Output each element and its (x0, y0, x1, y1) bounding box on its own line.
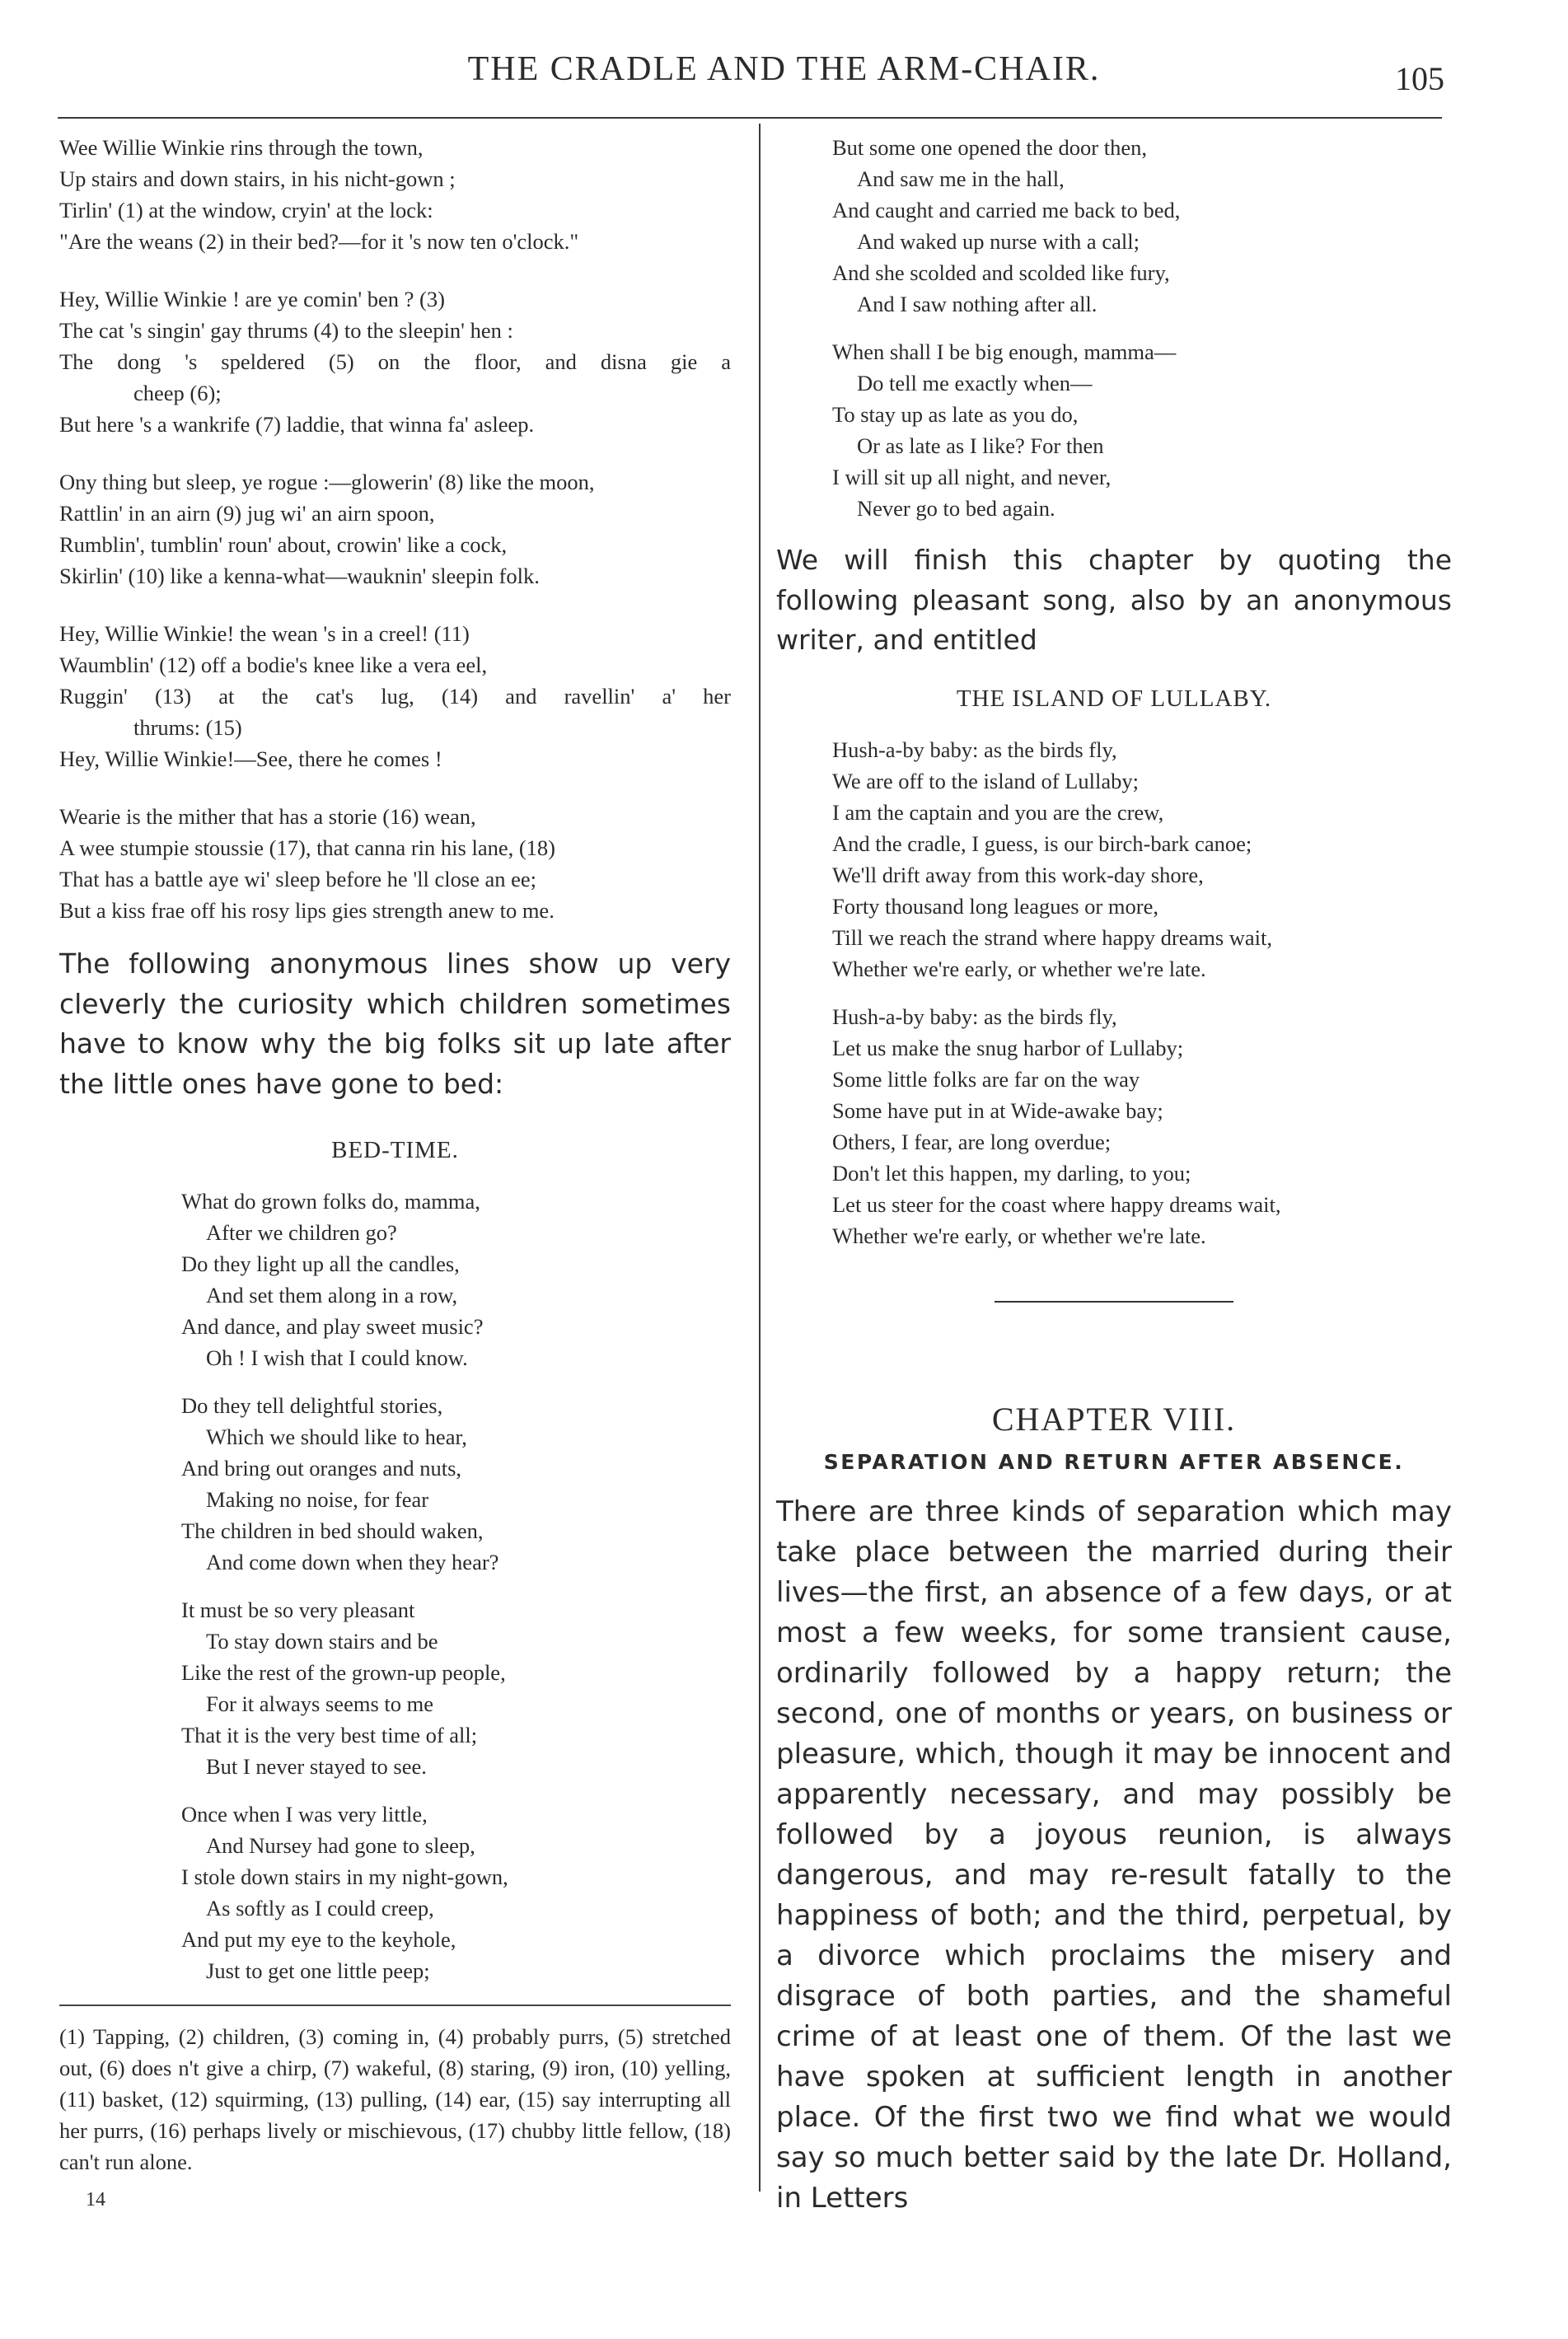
verse-line-continuation: thrums: (15) (133, 715, 242, 740)
verse-line: Tirlin' (1) at the window, cryin' at the lock: (59, 198, 433, 222)
verse-line: Making no noise, for fear (206, 1487, 429, 1512)
left-column (59, 132, 731, 2211)
song-stanza (832, 1001, 1452, 1251)
song-title: THE ISLAND OF LULLABY. (956, 685, 1272, 712)
verse-line: Do they light up all the candles, (181, 1251, 460, 1276)
verse-line: For it always seems to me (206, 1691, 433, 1716)
scots-poem-stanza (59, 132, 731, 257)
verse-line: I will sit up all night, and never, (832, 465, 1112, 489)
verse-line: Rattlin' in an airn (9) jug wi' an airn spoon, (59, 501, 435, 526)
verse-line: Whether we're early, or whether we're late. (832, 956, 1206, 981)
section-divider (995, 1301, 1233, 1303)
scots-poem-stanza (59, 283, 731, 440)
verse-line: Whether we're early, or whether we're late. (832, 1223, 1206, 1248)
scots-poem-stanza (59, 618, 731, 774)
verse-line: Up stairs and down stairs, in his nicht-gown ; (59, 166, 456, 191)
verse-line: And the cradle, I guess, is our birch-bark canoe; (832, 830, 1252, 856)
verse-line: To stay down stairs and be (206, 1629, 438, 1654)
verse-line: A wee stumpie stoussie (17), that canna rin his lane, (18) (59, 835, 555, 860)
song-stanza (832, 734, 1452, 985)
verse-line: And Nursey had gone to sleep, (206, 1833, 475, 1858)
poem-stanza (181, 1186, 731, 1373)
right-column (776, 132, 1452, 2252)
intro-paragraph: The following anonymous lines show up very cleverly the curiosity which children sometimes have to know why the big folks sit up late after the little ones have gone to bed: (59, 947, 731, 1100)
verse-line: Hush-a-by baby: as the birds fly, (832, 1003, 1117, 1029)
verse-line: Waumblin' (12) off a bodie's knee like a vera eel, (59, 653, 488, 677)
bed-time-poem-continued (776, 132, 1452, 524)
poem-stanza (832, 132, 1452, 320)
chapter-title: CHAPTER VIII. (991, 1400, 1237, 1438)
poem-stanza (181, 1594, 731, 1782)
verse-line: Hey, Willie Winkie ! are ye comin' ben ? (3) (59, 287, 445, 311)
verse-line: The children in bed should waken, (181, 1518, 484, 1543)
intro-paragraph: We will finish this chapter by quoting the following pleasant song, also by an anonymous writer, and entitled (776, 544, 1452, 656)
verse-line: Forty thousand long leagues or more, (832, 893, 1158, 919)
verse-line: And she scolded and scolded like fury, (832, 260, 1170, 285)
verse-line: "Are the weans (2) in their bed?—for it 's now ten o'clock." (59, 229, 579, 254)
chapter-paragraph: There are three kinds of separation which may take place between the married during their lives—the first, an absence of a few days, or at most a few weeks, for some transient cause, ordinarily followed by a happy return; the second, one of months or years, on business or pleasure, which, though it may be innocent and apparently necessary, and may possibly be followed by a joyous reunion, is always dangerous, and may re-result fatally to the happiness of both; and the third, perpetual, by a divorce which proclaims the misery and disgrace of both parties, and the shameful crime of at least one of them. Of the last we have spoken at sufficient length in another place. Of the first two we find what we would say so much better said by the late Dr. Holland, in Letters (776, 1495, 1452, 2215)
verse-line: Hey, Willie Winkie!—See, there he comes ! (59, 746, 442, 771)
verse-line: Or as late as I like? For then (857, 433, 1104, 458)
verse-line: And waked up nurse with a call; (857, 229, 1140, 254)
verse-line: Just to get one little peep; (206, 1958, 430, 1983)
verse-line: Oh ! I wish that I could know. (206, 1345, 468, 1370)
verse-line: And put my eye to the keyhole, (181, 1927, 456, 1952)
running-title: THE CRADLE AND THE ARM-CHAIR. (467, 50, 1101, 88)
column-divider (759, 124, 761, 2192)
verse-line: Hush-a-by baby: as the birds fly, (832, 737, 1117, 762)
page-header (0, 49, 1568, 107)
footnote-rule (59, 2005, 731, 2006)
verse-line: And caught and carried me back to bed, (832, 198, 1181, 222)
poem-title: BED-TIME. (331, 1137, 459, 1163)
verse-line-continuation: cheep (6); (133, 381, 222, 405)
verse-line: It must be so very pleasant (181, 1598, 415, 1622)
verse-line: Do they tell delightful stories, (181, 1393, 443, 1418)
poem-stanza (181, 1799, 731, 1986)
verse-line: Some little folks are far on the way (832, 1066, 1140, 1092)
verse-line: Once when I was very little, (181, 1802, 428, 1827)
verse-line: But some one opened the door then, (832, 135, 1147, 160)
verse-line: As softly as I could creep, (206, 1896, 434, 1920)
verse-line: And come down when they hear? (206, 1550, 499, 1574)
verse-line: And bring out oranges and nuts, (181, 1456, 462, 1481)
verse-line: The cat 's singin' gay thrums (4) to the sleepin' hen : (59, 318, 513, 343)
bed-time-poem (59, 1186, 731, 1986)
verse-line: I stole down stairs in my night-gown, (181, 1864, 508, 1889)
verse-line: Wee Willie Winkie rins through the town, (59, 135, 424, 160)
verse-line: Till we reach the strand where happy dreams wait, (832, 924, 1273, 950)
poem-stanza (181, 1390, 731, 1578)
verse-line: I am the captain and you are the crew, (832, 799, 1164, 825)
verse-line: And I saw nothing after all. (857, 292, 1098, 316)
verse-line: Let us steer for the coast where happy dreams wait, (832, 1191, 1281, 1217)
lullaby-song (776, 734, 1452, 1251)
verse-line: After we children go? (206, 1220, 397, 1245)
verse-line: And dance, and play sweet music? (181, 1314, 484, 1339)
verse-line: Like the rest of the grown-up people, (181, 1660, 506, 1685)
verse-line: Do tell me exactly when— (857, 371, 1093, 395)
verse-line: Ony thing but sleep, ye rogue :—glowerin' (8) like the moon, (59, 470, 595, 494)
verse-line: That it is the very best time of all; (181, 1723, 478, 1747)
verse-line: Let us make the snug harbor of Lullaby; (832, 1035, 1184, 1060)
chapter-subtitle: SEPARATION AND RETURN AFTER ABSENCE. (823, 1449, 1405, 1474)
poem-stanza (832, 336, 1452, 524)
verse-line: Others, I fear, are long overdue; (832, 1129, 1112, 1154)
verse-line: Wearie is the mither that has a storie (16) wean, (59, 804, 476, 829)
verse-line: The dong 's speldered (5) on the floor, and disna gie a (59, 349, 731, 374)
footnotes: (1) Tapping, (2) children, (3) coming in, (4) probably purrs, (5) stretched out, (6) does n't give a chirp, (7) wakeful, (8) staring, (9) iron, (10) yelling, (11) basket, (12) squirming, (13) pulling, (14) ear, (15) say interrupting all her purrs, (16) perhaps lively or mischievous, (17) chubby little fellow, (18) can't run alone. (59, 2024, 731, 2174)
verse-line: But a kiss frae off his rosy lips gies strength anew to me. (59, 898, 555, 923)
verse-line: Don't let this happen, my darling, to you; (832, 1160, 1191, 1186)
verse-line: Some have put in at Wide-awake bay; (832, 1097, 1163, 1123)
verse-line: Ruggin' (13) at the cat's lug, (14) and ravellin' a' her (59, 684, 731, 709)
page-number: 105 (1395, 60, 1444, 97)
verse-line: Which we should like to hear, (206, 1424, 467, 1449)
verse-line: And saw me in the hall, (857, 166, 1065, 191)
verse-line: Never go to bed again. (857, 496, 1055, 521)
verse-line: Skirlin' (10) like a kenna-what—wauknin' sleepin folk. (59, 564, 540, 588)
verse-line: But here 's a wankrife (7) laddie, that winna fa' asleep. (59, 412, 535, 437)
verse-line: But I never stayed to see. (206, 1754, 427, 1779)
verse-line: Hey, Willie Winkie! the wean 's in a creel! (11) (59, 621, 470, 646)
verse-line: When shall I be big enough, mamma— (832, 339, 1177, 364)
verse-line: And set them along in a row, (206, 1283, 458, 1308)
verse-line: We are off to the island of Lullaby; (832, 768, 1139, 793)
verse-line: We'll drift away from this work-day shore, (832, 862, 1204, 887)
scots-poem-stanza (59, 466, 731, 592)
verse-line: That has a battle aye wi' sleep before he 'll close an ee; (59, 867, 537, 891)
header-rule (58, 117, 1442, 119)
verse-line: What do grown folks do, mamma, (181, 1189, 480, 1214)
verse-line: Rumblin', tumblin' roun' about, crowin' like a cock, (59, 532, 508, 557)
scots-poem-stanza (59, 801, 731, 926)
signature-mark: 14 (86, 2189, 105, 2210)
verse-line: To stay up as late as you do, (832, 402, 1079, 427)
